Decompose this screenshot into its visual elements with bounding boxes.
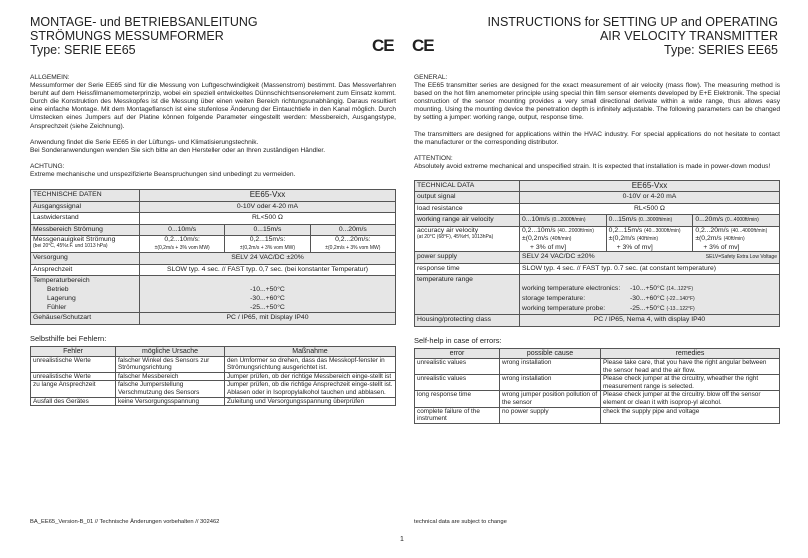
right-application-text: The transmitters are designed for applications within the HVAC industry. For special applications do not hesitate to contact the manufacturer or the corresponding distributor. xyxy=(414,130,780,146)
help-cell: Please check jumper at the circuitry. blow off the sensor element or clean it with isoprop-yl alcohol. xyxy=(601,391,780,407)
tech-value-sub: (40...2000ft/min) xyxy=(557,227,594,234)
tech-value-cell xyxy=(225,236,310,253)
tech-label: Versorgung xyxy=(31,253,140,265)
table-row xyxy=(31,372,396,381)
tech-value-sub: (40ft/min) xyxy=(636,236,659,243)
table-row xyxy=(31,356,396,372)
help-cell: unrealistic values xyxy=(415,375,500,391)
help-cell: zu lange Ansprechzeit xyxy=(31,381,116,397)
tech-value-sub: ±(0,2m/s + 3% vom MW) xyxy=(239,245,296,252)
left-tech-table xyxy=(30,189,396,325)
tech-label: Lastwiderstand xyxy=(31,213,140,225)
help-cell: Please check jumper at the circuitry, wheather the right measurement range is selected. xyxy=(601,375,780,391)
tech-sublabel: Lagerung xyxy=(47,295,76,303)
tech-value-cell xyxy=(310,236,395,253)
tech-value: 0...20m/s xyxy=(695,216,724,224)
tech-value: 0,2...10m/s: xyxy=(164,236,200,244)
help-cell: wrong installation xyxy=(500,375,601,391)
right-tech-table xyxy=(414,180,780,327)
tech-value-sub: ±(0,2m/s + 3% vom MW) xyxy=(325,245,381,252)
right-help-title: Self-help in case of errors: xyxy=(414,335,502,345)
help-cell: falsche Jumperstellung Verschmutzung des Sensors xyxy=(116,381,225,397)
tech-value: 0...20m/s xyxy=(310,224,395,236)
tech-value-cell xyxy=(520,226,607,252)
left-attention-text: Extreme mechanische und unspezifizierte Beanspruchungen sind unbedingt zu vermeiden. xyxy=(30,170,296,178)
tech-value-sub: SELV=Safety Extra Low Voltage xyxy=(705,254,777,261)
tech-value: 0...15m/s xyxy=(225,224,310,236)
table-row xyxy=(415,407,780,423)
tech-label-cell xyxy=(31,236,140,253)
tech-value: + 3% of mv] xyxy=(616,243,653,251)
tech-label: Messbereich Strömung xyxy=(31,224,140,236)
help-cell: unrealistic values xyxy=(415,359,500,375)
table-row xyxy=(415,359,780,375)
tech-value-cell xyxy=(520,275,780,315)
left-ce-mark: CE xyxy=(372,36,394,55)
tech-value: 0-10V or 4-20 mA xyxy=(520,192,780,204)
tech-value-cell xyxy=(140,276,396,313)
left-general-text: Messumformer der Serie EE65 sind für die Messung von Luftgeschwindigkeit (Massenstrom) bestimmt. Das Messverfahren beruht auf dem Heissfilmanemometerprinzip, wobei ein speziell entwickeltes Dünnschichtsensorelement zum Einsatz kommt. Durch die Konstruktion des Messkopfes ist die Messung über einen weiten Bereich richtungsunabhängig. Daraus resultiert eine einfache Montage. Mit dem Montageflansch ist eine stufenlose Änderung der Eintauchtiefe in den Kanal möglich. Durch Umstecken eines Jumpers auf der Platine können folgende Parameter eingestellt werden: Messbereich, Ausgangstype, Ansprechzeit (siehe Zeichnung). xyxy=(30,82,396,130)
tech-label: Ausgangssignal xyxy=(31,201,140,213)
help-cell: Jumper prüfen, ob die richtige Ansprechzeit einge-stellt ist. Ablasen oder in Isopropylalkohol tauchen und abblasen. xyxy=(225,381,396,397)
help-col-header: possible cause xyxy=(500,349,601,359)
help-cell: keine Versorgungsspannung xyxy=(116,397,225,406)
tech-value-cell xyxy=(606,215,693,227)
help-cell: wrong jumper position pollution of the sensor xyxy=(500,391,601,407)
right-attention-heading: ATTENTION: xyxy=(414,154,453,162)
tech-label: working range air velocity xyxy=(415,215,520,227)
tech-value: -10...+50°C xyxy=(250,286,285,294)
tech-value-cell xyxy=(140,236,225,253)
tech-value-sub: (0...2000ft/min) xyxy=(551,217,586,224)
left-help-table xyxy=(30,346,396,407)
help-cell: long response time xyxy=(415,391,500,407)
right-title-line2: AIR VELOCITY TRANSMITTER xyxy=(599,29,778,43)
tech-header-model: EE65-Vxx xyxy=(520,180,780,192)
help-col-header: error xyxy=(415,349,500,359)
tech-label: temperature range xyxy=(415,275,520,315)
right-help-table xyxy=(414,348,780,424)
tech-value: 0,2...20m/s xyxy=(695,226,729,234)
tech-value: ±(0,2m/s xyxy=(522,235,549,243)
tech-value: ±(0,2m/s xyxy=(608,235,636,243)
left-title-line3: Type: SERIE EE65 xyxy=(30,43,136,57)
tech-value: -10...+50°C xyxy=(630,285,665,293)
right-general-text: The EE65 transmitter series are designed for the exact measurement of air velocity (mass flow). The measuring method is based on the hot film anemometer principle using special thin film sensor elements developed by E+E Elektronik. The special construction of the sensor mounting provides a very small directional derivate within a wide range, thus allows easy mounting. Using the mounting device the penetration depth is infinitely adjustable. The following parameters can be changed by setting a jumper: working range, output, response time. xyxy=(414,82,780,122)
tech-value: 0...10m/s xyxy=(140,224,225,236)
tech-header-label: TECHNISCHE DATEN xyxy=(31,190,140,202)
tech-value-sub: (14...122°F) xyxy=(666,286,694,293)
tech-label: Temperaturbereich xyxy=(33,277,90,285)
tech-value-sub: (-13...122°F) xyxy=(666,306,695,313)
table-row xyxy=(415,391,780,407)
tech-label: output signal xyxy=(415,192,520,204)
left-attention-heading: ACHTUNG: xyxy=(30,162,65,170)
help-cell: wrong installation xyxy=(500,359,601,375)
tech-label-cell xyxy=(31,276,140,313)
tech-value: 0,2...15m/s xyxy=(608,226,643,234)
tech-value-sub: (40...4000ft/min) xyxy=(730,227,768,234)
tech-label: power supply xyxy=(415,252,520,264)
tech-value: SELV 24 VAC/DC ±20% xyxy=(522,253,595,261)
help-cell: Please take care, that you have the right angular between the sensor head and the air flow. xyxy=(601,359,780,375)
tech-value-sub: (40...3000ft/min) xyxy=(644,227,681,234)
help-cell: Jumper prüfen, ob der richtige Messbereich einge-stellt ist xyxy=(225,372,396,381)
tech-value-sub: (40ft/min) xyxy=(550,236,572,243)
table-row xyxy=(31,381,396,397)
tech-value: -30...+60°C xyxy=(630,295,665,303)
left-title-line1: MONTAGE- und BETRIEBSANLEITUNG xyxy=(30,15,258,29)
tech-value-cell xyxy=(606,226,693,252)
tech-sublabel: working temperature probe: xyxy=(522,305,606,313)
tech-value-sub: (-22...140°F) xyxy=(666,296,695,303)
tech-value: PC / IP65, Nema 4, with display IP40 xyxy=(520,315,780,327)
help-col-header: Fehler xyxy=(31,346,116,356)
tech-label-sub: (at 20°C (68°F), 45%rH, 1013hPa) xyxy=(417,233,494,240)
tech-value: 0,2...10m/s xyxy=(522,226,556,234)
help-cell: falscher Messbereich xyxy=(116,372,225,381)
tech-sublabel: Fühler xyxy=(47,304,67,312)
tech-label: Housing/protecting class xyxy=(415,315,520,327)
tech-label-sub: (bei 20°C, 45%r.F. und 1013 hPa) xyxy=(33,243,108,250)
tech-label: response time xyxy=(415,263,520,275)
tech-value: -25...+50°C xyxy=(250,304,285,312)
tech-label: load resistance xyxy=(415,203,520,215)
tech-value: 0...15m/s xyxy=(608,216,637,224)
help-cell: complete failure of the instrument xyxy=(415,407,500,423)
help-col-header: remedies xyxy=(601,349,780,359)
table-row xyxy=(31,397,396,406)
tech-value: 0...10m/s xyxy=(522,216,550,224)
tech-label: Gehäuse/Schutzart xyxy=(31,313,140,325)
help-cell: unrealistische Werte xyxy=(31,372,116,381)
help-col-header: mögliche Ursache xyxy=(116,346,225,356)
tech-value: RL<500 Ω xyxy=(520,203,780,215)
right-general-heading: GENERAL: xyxy=(414,74,448,81)
right-attention-text: Absolutely avoid extreme mechanical and unspecified strain. It is expected that installation is made in power-down modus! xyxy=(414,162,771,170)
left-column xyxy=(30,74,396,406)
tech-value: RL<500 Ω xyxy=(140,213,396,225)
left-title-line2: STRÖMUNGS MESSUMFORMER xyxy=(30,29,224,43)
tech-value-cell xyxy=(693,215,780,227)
tech-label: accuracy air velocity xyxy=(417,226,479,234)
tech-value: -30...+60°C xyxy=(250,295,285,303)
tech-value: SLOW typ. 4 sec. // FAST typ. 0,7 sec. (bei konstanter Temperatur) xyxy=(140,264,396,276)
tech-value-sub: (40ft/min) xyxy=(723,236,745,243)
right-footer: technical data are subject to change xyxy=(414,519,507,525)
right-title-line1: INSTRUCTIONS for SETTING UP and OPERATING xyxy=(487,15,778,29)
left-footer: BA_EE65_Version-B_01 // Technische Änderungen vorbehalten // 302462 xyxy=(30,519,220,525)
tech-value: + 3% of mv] xyxy=(703,243,740,251)
table-row xyxy=(415,375,780,391)
tech-value: PC / IP65, mit Display IP40 xyxy=(140,313,396,325)
help-col-header: Maßnahme xyxy=(225,346,396,356)
tech-value: -25...+50°C xyxy=(630,305,665,313)
tech-value: ±(0,2m/s xyxy=(695,235,722,243)
tech-label: Ansprechzeit xyxy=(31,264,140,276)
tech-value-cell xyxy=(693,226,780,252)
tech-value-sub: ±(0,2m/s + 3% vom MW) xyxy=(154,245,210,252)
right-title-line3: Type: SERIES EE65 xyxy=(664,43,778,57)
help-cell: den Umformer so drehen, dass das Messkopf-fenster in Strömungsrichtung ausgerichtet ist. xyxy=(225,356,396,372)
help-cell: check the supply pipe and voltage xyxy=(601,407,780,423)
right-column xyxy=(414,74,780,424)
tech-value-cell xyxy=(520,252,780,264)
right-title-block xyxy=(487,15,778,57)
tech-label-cell xyxy=(415,226,520,252)
help-cell: falscher Winkel des Sensors zur Strömungsrichtung xyxy=(116,356,225,372)
right-ce-mark: CE xyxy=(412,36,434,55)
left-title-block xyxy=(30,15,258,57)
tech-value-cell xyxy=(520,215,607,227)
left-help-title: Selbsthilfe bei Fehlern: xyxy=(30,333,107,343)
help-cell: no power supply xyxy=(500,407,601,423)
tech-value: SLOW typ. 4 sec. // FAST typ. 0.7 sec. (at constant temperature) xyxy=(520,263,780,275)
left-general-heading: ALLGEMEIN: xyxy=(30,74,70,81)
tech-sublabel: storage temperature: xyxy=(522,295,586,303)
tech-value: 0,2...20m/s: xyxy=(335,236,371,244)
tech-value: 0-10V oder 4-20 mA xyxy=(140,201,396,213)
tech-header-label: TECHNICAL DATA xyxy=(415,180,520,192)
left-application-text: Anwendung findet die Serie EE65 in der Lüftungs- und Klimatisierungstechnik. Bei Sonderanwendungen wenden Sie sich bitte an den Hersteller oder an Ihren zuständigen Händler. xyxy=(30,138,326,154)
tech-value: + 3% of mv] xyxy=(530,243,567,251)
tech-header-model: EE65-Vxx xyxy=(140,190,396,202)
help-cell: unrealistische Werte xyxy=(31,356,116,372)
tech-sublabel: Betrieb xyxy=(47,286,69,294)
tech-label: Messgenauigkeit Strömung xyxy=(33,236,116,244)
help-cell: Zuleitung und Versorgungsspannung überprüfen xyxy=(225,397,396,406)
help-cell: Ausfall des Gerätes xyxy=(31,397,116,406)
tech-value-sub: (0...4000ft/min) xyxy=(725,217,759,224)
tech-value: 0,2...15m/s: xyxy=(249,236,286,244)
tech-value-sub: (0...3000ft/min) xyxy=(638,217,673,224)
page-number: 1 xyxy=(400,536,404,543)
tech-sublabel: working temperature electronics: xyxy=(522,285,621,293)
tech-value: SELV 24 VAC/DC ±20% xyxy=(140,253,396,265)
